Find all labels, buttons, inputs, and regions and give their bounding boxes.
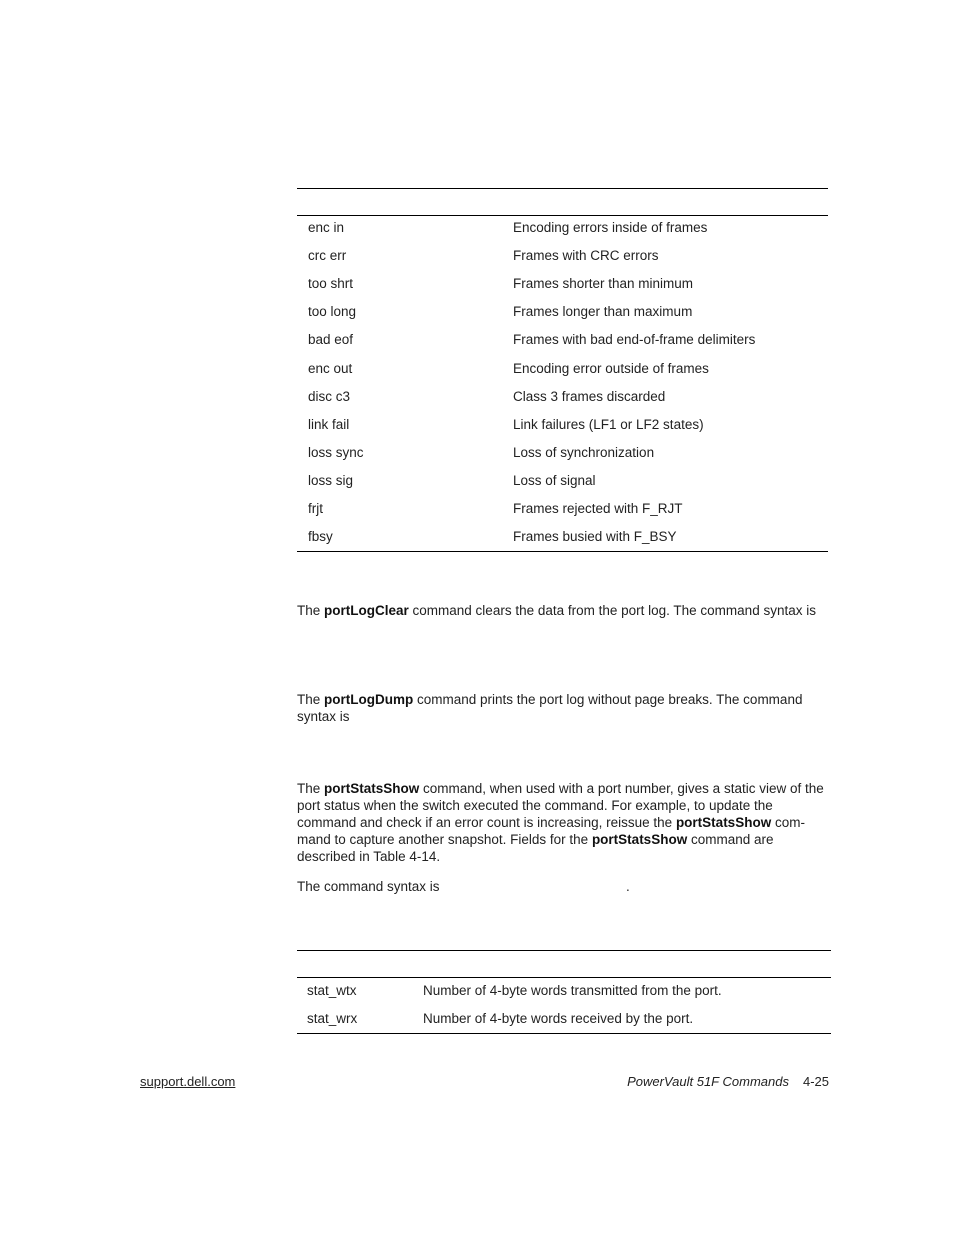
portstatsshow-text-post: command are described in Table 4-14. <box>297 832 774 864</box>
portstatsshow-text-mid2: com-mand to capture another snapshot. Fields for the <box>297 815 805 847</box>
table1-field-name: loss sync <box>308 444 364 460</box>
table1-field-description: Class 3 frames discarded <box>513 388 666 404</box>
page-number: 4-25 <box>802 1074 829 1089</box>
syntax-text: The command syntax is <box>297 879 440 894</box>
portstatsshow-text-pre: The <box>297 781 325 796</box>
table2-top-rule <box>297 950 831 951</box>
table1-field-name: enc out <box>308 360 353 376</box>
table2-bottom-rule <box>297 1033 831 1034</box>
table1-field-description: Frames rejected with F_RJT <box>513 501 683 516</box>
table2-field-description: Number of 4-byte words transmitted from the port. <box>423 983 722 998</box>
portstatsshow-command: portStatsShow <box>324 781 420 796</box>
table1-field-name: enc in <box>308 220 345 235</box>
portlogclear-text-pre: The <box>297 603 325 618</box>
table1-field-name: fbsy <box>308 529 333 545</box>
portlogclear-command: portLogClear <box>324 603 409 618</box>
portstatsshow-command-2: portStatsShow <box>675 815 772 830</box>
table1-bottom-rule <box>297 551 828 552</box>
table1-field-name: link fail <box>308 416 350 432</box>
table1-field-name: too long <box>308 304 357 320</box>
portlogdump-paragraph <box>297 691 831 725</box>
footer-doc-title: PowerVault 51F Commands <box>627 1074 789 1089</box>
table1-field-description: Frames shorter than minimum <box>513 276 694 292</box>
support-link[interactable]: support.dell.com <box>140 1074 236 1089</box>
table1-field-name: crc err <box>308 248 347 264</box>
table2-field-name: stat_wtx <box>307 983 357 998</box>
table1-field-description: Encoding error outside of frames <box>513 360 709 376</box>
portstatsshow-command-3: portStatsShow <box>591 832 688 847</box>
footer-title <box>627 1074 829 1089</box>
table1-field-description: Frames with bad end-of-frame delimiters <box>513 332 756 348</box>
table2-field-description: Number of 4-byte words received by the port. <box>423 1011 694 1026</box>
table1-field-name: loss sig <box>308 472 354 488</box>
table1-top-rule <box>297 188 828 189</box>
portlogdump-text-pre: The <box>297 692 325 707</box>
table1-field-description: Loss of signal <box>513 472 596 488</box>
portlogdump-command: portLogDump <box>324 692 414 707</box>
table1-field-description: Frames longer than maximum <box>513 304 693 320</box>
table1-header-rule <box>297 215 828 216</box>
syntax-period: . <box>626 879 630 894</box>
table1-field-name: disc c3 <box>308 388 351 404</box>
portlogclear-paragraph <box>297 602 831 619</box>
portstatsshow-text-mid1: command, when used with a port number, gives a static view of the port status when the switch executed the command. For example, to update the command and check if an error count is increasing, reissue the <box>297 781 824 830</box>
portlogclear-text-post: command clears the data from the port log. The command syntax is <box>408 603 816 618</box>
table1-field-name: bad eof <box>308 332 354 348</box>
portlogdump-text-post: command prints the port log without page breaks. The command syntax is <box>297 692 803 724</box>
table2-header-rule <box>297 977 831 978</box>
table1-field-description: Link failures (LF1 or LF2 states) <box>513 416 704 432</box>
table1-field-name: frjt <box>308 501 323 516</box>
syntax-paragraph <box>297 878 831 895</box>
table1-field-description: Loss of synchronization <box>513 444 655 460</box>
table1-field-description: Frames with CRC errors <box>513 248 659 264</box>
table2-field-name: stat_wrx <box>307 1011 358 1026</box>
table1-field-description: Encoding errors inside of frames <box>513 220 708 235</box>
table1-field-description: Frames busied with F_BSY <box>513 529 677 545</box>
table1-field-name: too shrt <box>308 276 354 292</box>
portstatsshow-paragraph <box>297 780 831 865</box>
